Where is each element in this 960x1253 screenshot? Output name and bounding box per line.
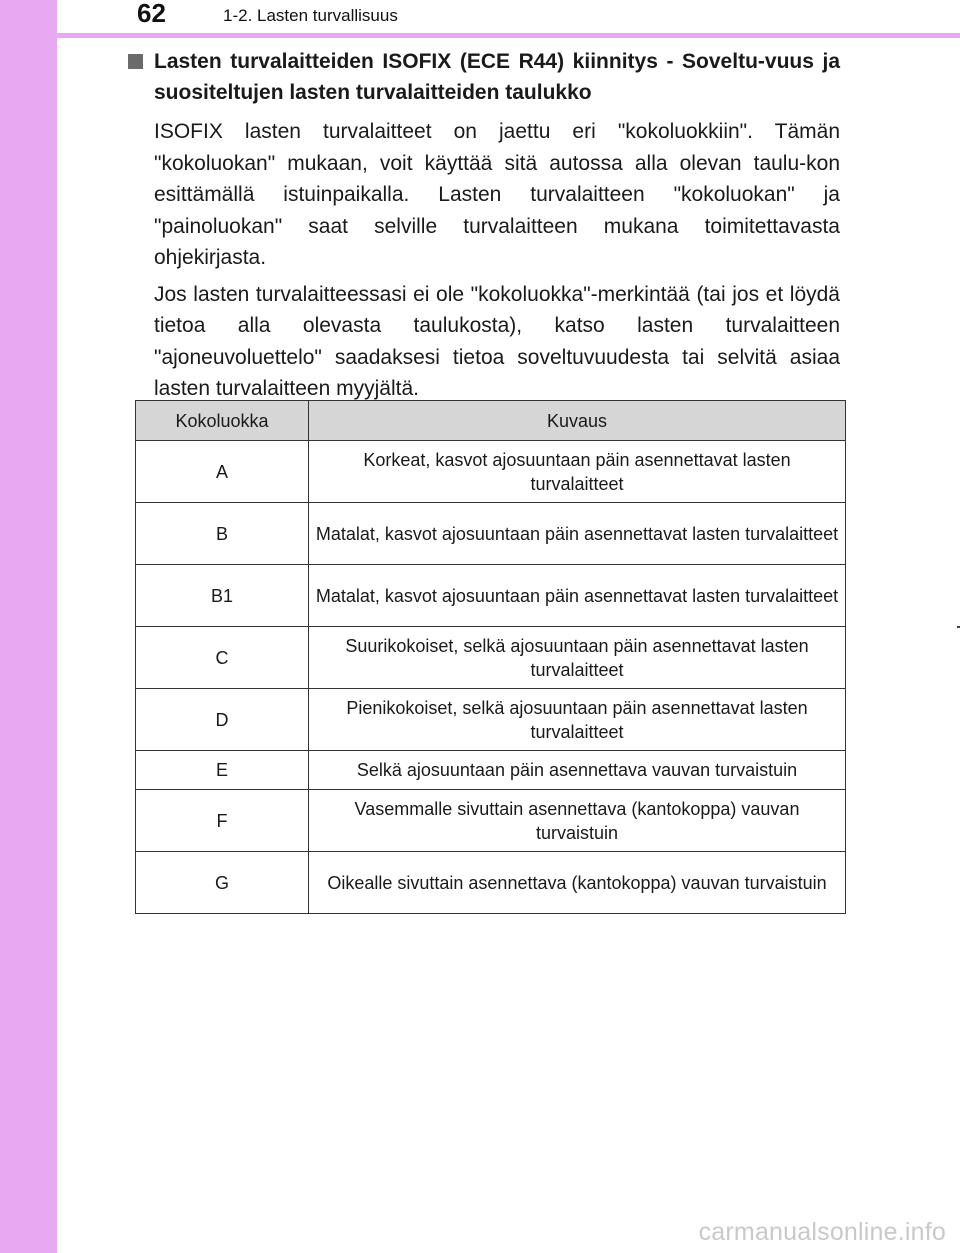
paragraph-1: ISOFIX lasten turvalaitteet on jaettu eri "kokoluokkiin". Tämän "kokoluokan" mukaan, voit käyttää sitä autossa alla olevan taulu-kon esittämällä istuinpaikalla. Lasten turvalaitteen "kokoluokan" ja "painoluokan" saat selville turvalaitteen mukana toimitettavasta ohjekirjasta. bbox=[154, 120, 840, 269]
table-row bbox=[136, 565, 846, 627]
table-cell-class: C bbox=[136, 627, 309, 689]
table-cell-class: B bbox=[136, 503, 309, 565]
side-accent-band bbox=[0, 0, 57, 1253]
table-row bbox=[136, 627, 846, 689]
table-cell-class: D bbox=[136, 689, 309, 751]
table-cell-description: Pienikokoiset, selkä ajosuuntaan päin asennettavat lasten turvalaitteet bbox=[309, 689, 846, 751]
table-row bbox=[136, 852, 846, 914]
table-cell-class: B1 bbox=[136, 565, 309, 627]
table-row bbox=[136, 503, 846, 565]
header-rule bbox=[0, 33, 960, 38]
paragraph-2: Jos lasten turvalaitteessasi ei ole "kokoluokka"-merkintää (tai jos et löydä tietoa alla olevasta taulukosta), katso lasten turvalaitteen "ajoneuvoluettelo" saadaksesi tietoa soveltuvuudesta tai selvitä asiaa lasten turvalaitteen myyjältä. bbox=[154, 282, 840, 400]
table-cell-description: Korkeat, kasvot ajosuuntaan päin asennettavat lasten turvalaitteet bbox=[309, 441, 846, 503]
page-header bbox=[57, 0, 960, 33]
table-row bbox=[136, 751, 846, 790]
table-cell-description: Matalat, kasvot ajosuuntaan päin asennettavat lasten turvalaitteet bbox=[309, 565, 846, 627]
table-cell-class: E bbox=[136, 751, 309, 790]
table-header-description: Kuvaus bbox=[309, 401, 846, 441]
size-class-table bbox=[135, 400, 846, 914]
table-header-row bbox=[136, 401, 846, 441]
table-cell-description: Suurikokoiset, selkä ajosuuntaan päin asennettavat lasten turvalaitteet bbox=[309, 627, 846, 689]
section-heading-text: Lasten turvalaitteiden ISOFIX (ECE R44) kiinnitys - Soveltu-vuus ja suositeltujen lasten turvalaitteiden taulukko bbox=[154, 50, 840, 104]
page-number: 62 bbox=[137, 0, 166, 28]
table-cell-class: A bbox=[136, 441, 309, 503]
chapter-title: 1-2. Lasten turvallisuus bbox=[223, 6, 398, 25]
table-cell-description: Matalat, kasvot ajosuuntaan päin asennettavat lasten turvalaitteet bbox=[309, 503, 846, 565]
section-heading bbox=[128, 46, 840, 108]
table-header-class: Kokoluokka bbox=[136, 401, 309, 441]
square-bullet-icon bbox=[128, 54, 143, 69]
table-row bbox=[136, 790, 846, 852]
table-cell-description: Oikealle sivuttain asennettava (kantokoppa) vauvan turvaistuin bbox=[309, 852, 846, 914]
content-section bbox=[128, 46, 840, 405]
table-cell-description: Vasemmalle sivuttain asennettava (kantokoppa) vauvan turvaistuin bbox=[309, 790, 846, 852]
watermark: carmanualsonline.info bbox=[698, 1218, 946, 1246]
table-cell-class: F bbox=[136, 790, 309, 852]
table-cell-class: G bbox=[136, 852, 309, 914]
table-row bbox=[136, 441, 846, 503]
table-row bbox=[136, 689, 846, 751]
table-cell-description: Selkä ajosuuntaan päin asennettava vauvan turvaistuin bbox=[309, 751, 846, 790]
